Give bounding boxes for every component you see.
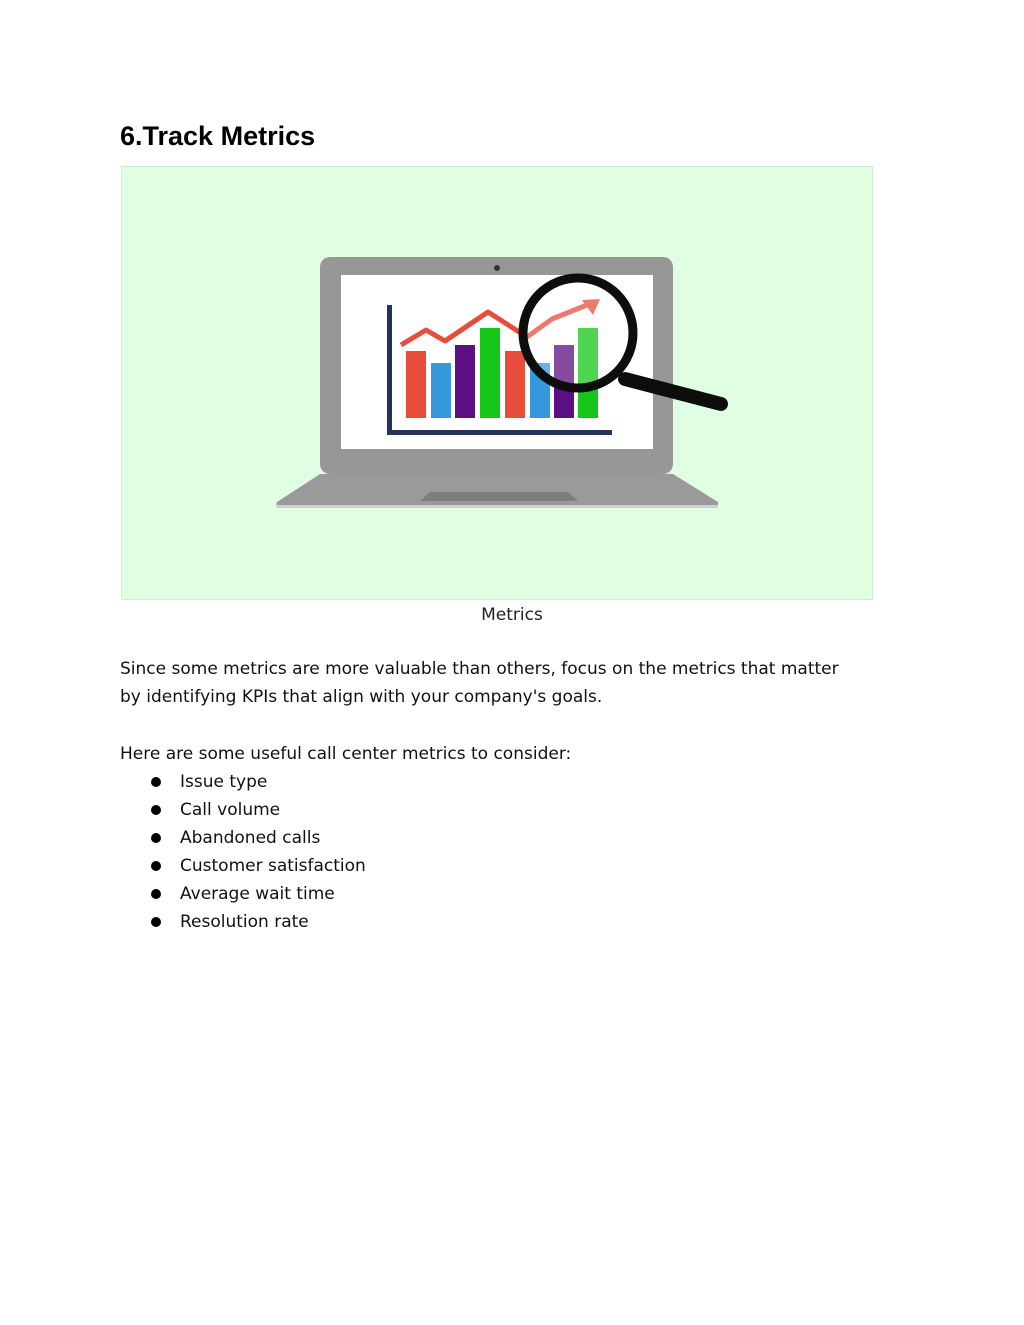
- chart-y-axis: [387, 305, 392, 435]
- laptop-trackpad-notch: [420, 492, 578, 501]
- chart-x-axis: [387, 430, 612, 435]
- chart-bar: [431, 363, 451, 418]
- bullet-icon: [151, 777, 161, 787]
- laptop-base-edge: [276, 505, 718, 508]
- metric-label: Average wait time: [180, 884, 335, 904]
- magnifier-lens: [523, 278, 633, 388]
- metric-label: Customer satisfaction: [180, 856, 366, 876]
- figure-image: [121, 166, 873, 600]
- page-title: 6.Track Metrics: [120, 121, 316, 151]
- bullet-icon: [151, 861, 161, 871]
- chart-bar: [406, 351, 426, 418]
- laptop-analytics-illustration: [122, 167, 874, 601]
- laptop-camera: [494, 265, 500, 271]
- chart-bar: [455, 345, 475, 418]
- intro-paragraph: Since some metrics are more valuable than others, focus on the metrics that matter by identifying KPIs that align with your company's goals.: [120, 659, 839, 707]
- metric-label: Abandoned calls: [180, 828, 321, 848]
- metric-label: Call volume: [180, 800, 281, 820]
- bullet-icon: [151, 805, 161, 815]
- metric-label: Issue type: [180, 772, 268, 792]
- bullet-icon: [151, 917, 161, 927]
- metrics-intro: Here are some useful call center metrics to consider:: [120, 744, 572, 764]
- figure-caption: Metrics: [481, 605, 543, 625]
- bullet-icon: [151, 889, 161, 899]
- laptop-base: [277, 474, 719, 508]
- chart-bar: [505, 351, 525, 418]
- metric-label: Resolution rate: [180, 912, 309, 932]
- chart-bar: [480, 328, 500, 418]
- bullet-icon: [151, 833, 161, 843]
